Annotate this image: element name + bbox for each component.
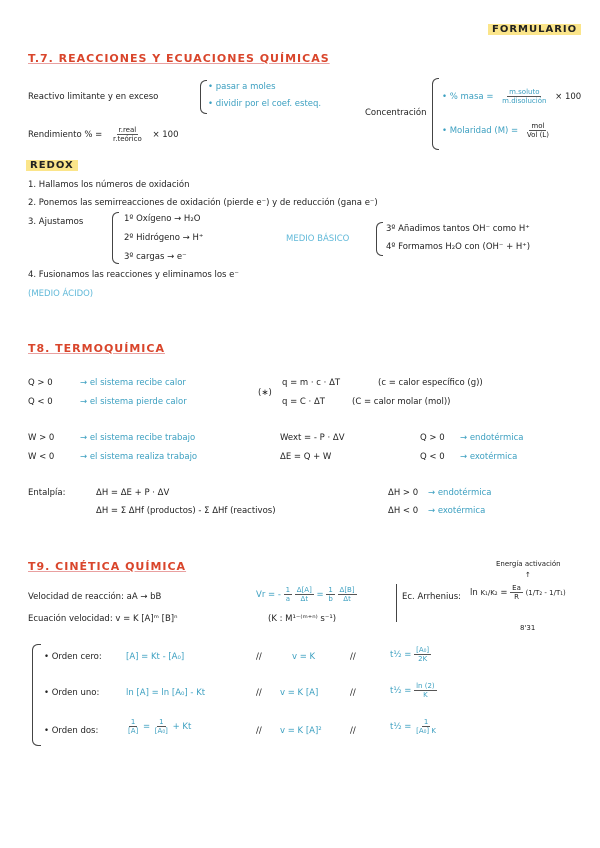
redox-step2: 2. Ponemos las semirreacciones de oxidación (pierde e⁻) y de reducción (gana e⁻) (28, 198, 378, 208)
t9-title: T9. CINÉTICA QUÍMICA (28, 560, 187, 573)
masa-num: m.soluto (509, 88, 540, 96)
q-eq1-note: (c = calor específico (g)) (378, 378, 483, 388)
arr-k: K₁/K₂ (480, 589, 498, 597)
velocidad-reaccion: Velocidad de reacción: aA → bB (28, 592, 162, 602)
molaridad-formula (442, 122, 555, 139)
q-positive: Q > 0 (28, 378, 53, 388)
vr-f2d: Δt (300, 595, 309, 603)
arr-f1 (510, 584, 523, 601)
k-units: (K : M¹⁻⁽ᵐ⁺ⁿ⁾ s⁻¹) (268, 614, 337, 624)
o1-tn: ln (2) (416, 682, 435, 690)
masa-den: m.disolución (502, 97, 547, 105)
orden-cero-v: v = K (292, 652, 316, 662)
dh-negative: ΔH < 0 (388, 506, 419, 516)
divider (396, 584, 397, 622)
o2-f1n: 1 (130, 718, 136, 726)
vr-f1n: 1 (285, 586, 291, 594)
entalpia-label: Entalpía: (28, 488, 66, 498)
vr-label: Vr = - (256, 590, 281, 600)
separator: // (350, 688, 356, 698)
o1-t-frac (414, 682, 437, 699)
medio-basico-step3: 3º Añadimos tantos OH⁻ como H⁺ (386, 224, 530, 234)
w-positive-text: → el sistema recibe trabajo (80, 433, 196, 443)
o2-td: [A₀] K (416, 727, 436, 735)
q-positive-text: → el sistema recibe calor (80, 378, 186, 388)
o2-plus: + Kt (172, 722, 192, 732)
vr-f2n: Δ[A] (296, 586, 312, 594)
o2-f2n: 1 (159, 718, 164, 726)
masa-formula (442, 88, 581, 105)
w-negative-text: → el sistema realiza trabajo (80, 452, 198, 462)
arr-f1n: Ea (512, 584, 521, 592)
separator: // (256, 726, 262, 736)
orden-uno-label: • Orden uno: (44, 688, 100, 698)
dh-eq1: ΔH = ΔE + P · ΔV (96, 488, 170, 498)
brace (376, 222, 383, 256)
vr-f4n: Δ[B] (339, 586, 355, 594)
paren-note: (∗) (258, 388, 272, 398)
arrhenius-label: Ec. Arrhenius: (402, 592, 461, 602)
separator: // (350, 652, 356, 662)
medio-basico: MEDIO BÁSICO (286, 234, 350, 244)
molaridad-label: • Molaridad (M) = (442, 126, 519, 136)
vr-f3n: 1 (328, 586, 333, 594)
o0-tn: [A₀] (416, 646, 430, 654)
brace (32, 644, 41, 746)
dh-positive-text: → endotérmica (428, 488, 492, 498)
redox-title: REDOX (26, 160, 78, 171)
ecuacion-velocidad: Ecuación velocidad: v = K [A]ᵐ [B]ⁿ (28, 614, 178, 624)
rendimiento-label: Rendimiento % = (28, 130, 103, 140)
mol-den: Vol (L) (526, 131, 549, 139)
concentracion: Concentración (365, 108, 427, 118)
o1-t-label: t½ = (390, 686, 412, 696)
redox-step1: 1. Hallamos los números de oxidación (28, 180, 190, 190)
ajuste-oxigeno: 1º Oxígeno → H₂O (124, 214, 201, 224)
vr-eq: = (316, 590, 324, 600)
rend-mult: × 100 (152, 130, 179, 140)
brace (112, 212, 119, 264)
orden-dos-eq (126, 718, 191, 735)
vr-f3d: b (328, 595, 333, 603)
vr-formula (256, 586, 357, 603)
vr-f2 (295, 586, 314, 603)
vr-f3 (326, 586, 334, 603)
qq-negative-text: → exotérmica (460, 452, 518, 462)
w-positive: W > 0 (28, 433, 55, 443)
qq-positive: Q > 0 (420, 433, 445, 443)
redox-step4: 4. Fusionamos las reacciones y eliminamos los e⁻ (28, 270, 239, 280)
o2-t-label: t½ = (390, 722, 412, 732)
orden-cero-label: • Orden cero: (44, 652, 102, 662)
t7-title: T.7. REACCIONES Y ECUACIONES QUÍMICAS (28, 52, 330, 65)
medio-basico-step4: 4º Formamos H₂O con (OH⁻ + H⁺) (386, 242, 531, 252)
arrow-up-icon: ↑ (525, 571, 531, 579)
o2-eq: = (142, 722, 151, 732)
mol-fraction (525, 122, 551, 139)
masa-mult: × 100 (555, 92, 582, 102)
arr-ln: ln (470, 588, 478, 598)
arr-f1d: R (514, 593, 519, 601)
orden-uno-t (390, 682, 437, 699)
o2-f1d: [A] (128, 727, 139, 735)
w-negative: W < 0 (28, 452, 55, 462)
separator: // (256, 652, 262, 662)
arr-eq: = (500, 588, 508, 598)
arrhenius-formula (470, 584, 566, 601)
o1-td: K (423, 691, 428, 699)
masa-label: • % masa = (442, 92, 494, 102)
medio-acido: (MEDIO ÁCIDO) (28, 289, 94, 299)
de-eq: ΔE = Q + W (280, 452, 332, 462)
orden-cero-eq: [A] = Kt - [A₀] (126, 652, 185, 662)
orden-cero-t (390, 646, 431, 663)
energia-activacion: Energía activación (496, 560, 561, 568)
option-coef: • dividir por el coef. esteq. (208, 99, 322, 109)
rendimiento (28, 126, 179, 143)
arr-paren: (1/T₂ - 1/T₁) (525, 589, 566, 597)
q-eq2-note: (C = calor molar (mol)) (352, 397, 451, 407)
rendimiento-fraction (111, 126, 144, 143)
orden-dos-t (390, 718, 438, 735)
q-eq1: q = m · c · ΔT (282, 378, 341, 388)
vr-f4d: Δt (343, 595, 351, 603)
dh-eq2: ΔH = Σ ΔHf (productos) - Σ ΔHf (reactivos) (96, 506, 276, 516)
o2-tn: 1 (423, 718, 429, 726)
q-negative-text: → el sistema pierde calor (80, 397, 187, 407)
option-moles: • pasar a moles (208, 82, 276, 92)
dh-positive: ΔH > 0 (388, 488, 419, 498)
separator: // (350, 726, 356, 736)
rend-num: r.real (118, 126, 137, 134)
ajuste-cargas: 3º cargas → e⁻ (124, 252, 187, 262)
o0-t-frac (414, 646, 431, 663)
q-negative: Q < 0 (28, 397, 53, 407)
dh-negative-text: → exotérmica (428, 506, 486, 516)
ajuste-hidrogeno: 2º Hidrógeno → H⁺ (124, 233, 204, 243)
vr-f4 (338, 586, 357, 603)
q-eq2: q = C · ΔT (282, 397, 325, 407)
orden-dos-label: • Orden dos: (44, 726, 99, 736)
reactivo-limitante: Reactivo limitante y en exceso (28, 92, 159, 102)
vr-f1 (284, 586, 292, 603)
o2-f2 (153, 718, 170, 735)
o0-t-label: t½ = (390, 650, 412, 660)
brace (432, 78, 439, 150)
rend-den: r.teórico (113, 135, 142, 143)
separator: // (256, 688, 262, 698)
redox-step3: 3. Ajustamos (28, 217, 84, 227)
mol-num: mol (531, 122, 545, 130)
o0-td: 2K (418, 655, 428, 663)
orden-dos-v: v = K [A]² (280, 726, 322, 736)
qq-negative: Q < 0 (420, 452, 445, 462)
vr-f1d: a (285, 595, 290, 603)
formulario-badge: FORMULARIO (488, 24, 581, 35)
orden-uno-v: v = K [A] (280, 688, 319, 698)
wext-eq: Wext = - P · ΔV (280, 433, 345, 443)
orden-uno-eq: ln [A] = ln [A₀] - Kt (126, 688, 206, 698)
r-value: 8'31 (520, 624, 536, 632)
o2-t-frac (414, 718, 438, 735)
o2-f2d: [A₀] (154, 727, 168, 735)
qq-positive-text: → endotérmica (460, 433, 524, 443)
masa-fraction (500, 88, 548, 105)
brace (200, 80, 207, 114)
t8-title: T8. TERMOQUÍMICA (28, 342, 165, 355)
o2-f1 (126, 718, 140, 735)
